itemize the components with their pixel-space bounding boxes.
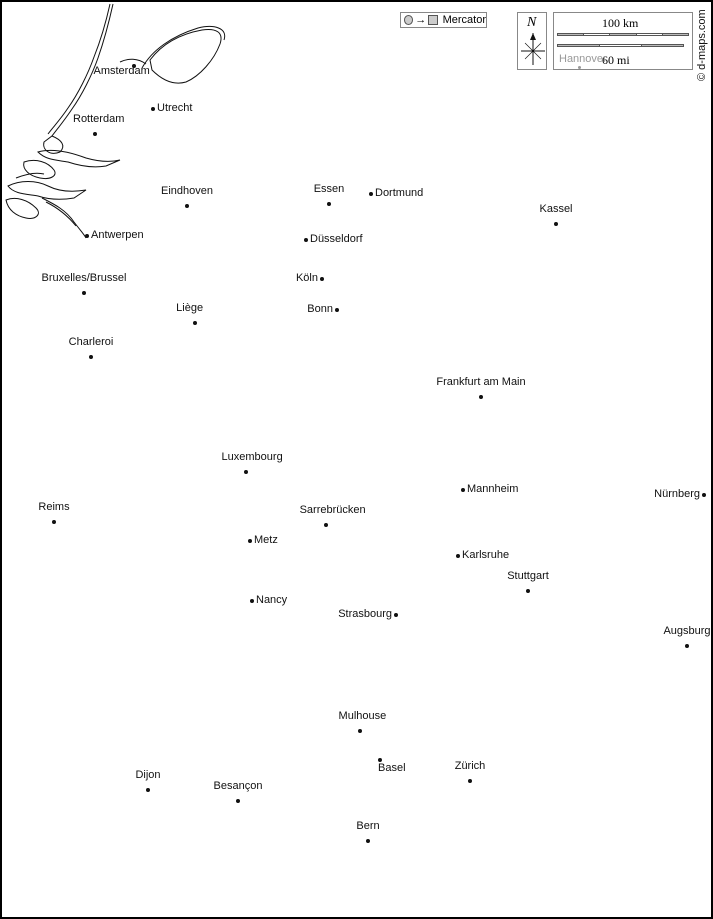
city-label: Charleroi — [68, 336, 114, 348]
city-dot — [324, 523, 328, 527]
city-dot — [193, 321, 197, 325]
city-label: Dortmund — [375, 187, 424, 199]
city-dot — [468, 779, 472, 783]
city-dot — [554, 222, 558, 226]
city-label: Mannheim — [467, 483, 519, 495]
city-dot — [456, 554, 460, 558]
city-dot — [358, 729, 362, 733]
city-dot — [236, 799, 240, 803]
projection-legend — [400, 12, 487, 28]
city-dot — [461, 488, 465, 492]
scale-km-bar — [557, 33, 689, 36]
city-label: Zürich — [454, 760, 486, 772]
city-label: Kassel — [539, 203, 573, 215]
city-label: Besançon — [213, 780, 263, 792]
city-dot — [366, 839, 370, 843]
arrow-icon: → — [415, 14, 427, 26]
scale-km-label: 100 km — [602, 16, 639, 30]
city-label: Augsburg — [663, 625, 711, 637]
credit-text: © d-maps.com — [696, 9, 708, 81]
compass-rose-icon — [521, 33, 545, 65]
city-dot — [526, 589, 530, 593]
scale-mi-label: 60 mi — [602, 53, 630, 67]
city-label: Bruxelles/Brussel — [41, 272, 127, 284]
city-label: Strasbourg — [338, 608, 392, 620]
city-dot — [250, 599, 254, 603]
city-label: Eindhoven — [161, 185, 213, 197]
city-dot — [320, 277, 324, 281]
city-dot — [151, 107, 155, 111]
compass — [517, 12, 547, 70]
city-label: Antwerpen — [91, 229, 144, 241]
ghost-city-dot — [578, 66, 581, 69]
city-dot — [685, 644, 689, 648]
city-label: Frankfurt am Main — [436, 376, 526, 388]
city-label: Luxembourg — [221, 451, 283, 463]
city-label: Rotterdam — [73, 113, 125, 125]
city-dot — [89, 355, 93, 359]
projection-label: Mercator — [442, 14, 486, 26]
city-label: Karlsruhe — [462, 549, 510, 561]
city-label: Bonn — [307, 303, 333, 315]
city-label: Essen — [313, 183, 345, 195]
city-dot — [146, 788, 150, 792]
city-dot — [335, 308, 339, 312]
city-label: Sarrebrücken — [299, 504, 366, 516]
city-dot — [394, 613, 398, 617]
globe-icon — [404, 15, 413, 25]
city-label: Metz — [254, 534, 278, 546]
city-label: Nancy — [256, 594, 288, 606]
city-label: Basel — [378, 762, 406, 774]
city-dot — [369, 192, 373, 196]
city-label: Bern — [356, 820, 380, 832]
city-label: Utrecht — [157, 102, 193, 114]
city-label: Liège — [176, 302, 204, 314]
city-label: Mulhouse — [338, 710, 387, 722]
city-label: Nürnberg — [654, 488, 700, 500]
city-label: Amsterdam — [93, 65, 150, 77]
flat-map-icon — [428, 15, 437, 25]
city-dot — [93, 132, 97, 136]
city-dot — [248, 539, 252, 543]
city-label: Dijon — [135, 769, 161, 781]
city-dot — [702, 493, 706, 497]
ghost-city-label: Hannover — [559, 53, 607, 65]
city-dot — [85, 234, 89, 238]
city-label: Köln — [295, 272, 318, 284]
city-dot — [327, 202, 331, 206]
coastline — [2, 2, 713, 919]
city-dot — [185, 204, 189, 208]
city-label: Düsseldorf — [310, 233, 363, 245]
city-dot — [304, 238, 308, 242]
city-dot — [52, 520, 56, 524]
north-label: N — [527, 15, 537, 30]
city-dot — [244, 470, 248, 474]
city-label: Stuttgart — [507, 570, 549, 582]
city-label: Reims — [38, 501, 70, 513]
city-dot — [82, 291, 86, 295]
scale-mi-bar — [557, 44, 684, 47]
city-dot — [479, 395, 483, 399]
